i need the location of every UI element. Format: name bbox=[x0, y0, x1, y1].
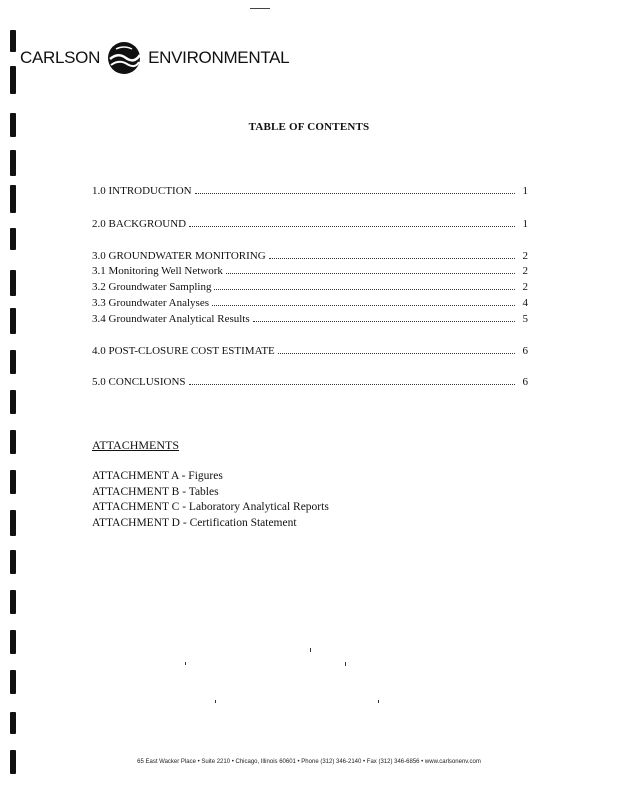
scan-mark bbox=[10, 308, 16, 334]
scan-mark bbox=[10, 185, 16, 213]
toc-label: 4.0 POST-CLOSURE COST ESTIMATE bbox=[92, 345, 275, 357]
scan-mark bbox=[10, 228, 16, 250]
scan-speck bbox=[185, 662, 186, 665]
toc-page: 6 bbox=[522, 345, 528, 357]
toc-page: 6 bbox=[522, 376, 528, 388]
scan-mark bbox=[10, 470, 16, 494]
toc-entry bbox=[92, 264, 528, 277]
dot-leader bbox=[189, 384, 515, 385]
dot-leader bbox=[212, 305, 515, 306]
toc-page: 1 bbox=[522, 185, 528, 197]
dot-leader bbox=[226, 273, 515, 274]
attachment-item: ATTACHMENT C - Laboratory Analytical Reports bbox=[92, 501, 329, 513]
scan-mark bbox=[10, 630, 16, 654]
toc-page: 2 bbox=[522, 281, 528, 293]
logo-text-left: CARLSON bbox=[20, 48, 101, 67]
scan-mark bbox=[10, 590, 16, 614]
toc-entry bbox=[92, 375, 528, 388]
dot-leader bbox=[269, 258, 515, 259]
toc-label: 2.0 BACKGROUND bbox=[92, 218, 187, 230]
dot-leader bbox=[189, 226, 515, 227]
toc-label: 5.0 CONCLUSIONS bbox=[92, 376, 186, 388]
logo-text-right: ENVIRONMENTAL bbox=[148, 48, 290, 67]
dot-leader bbox=[214, 289, 515, 290]
attachments-heading: ATTACHMENTS bbox=[92, 438, 180, 452]
dot-leader bbox=[195, 193, 515, 194]
toc-page: 1 bbox=[522, 218, 528, 230]
attachment-item: ATTACHMENT D - Certification Statement bbox=[92, 517, 297, 529]
scan-mark bbox=[10, 712, 16, 734]
attachment-item: ATTACHMENT A - Figures bbox=[92, 470, 223, 482]
scan-speck bbox=[250, 8, 270, 9]
dot-leader bbox=[253, 321, 515, 322]
scan-speck bbox=[310, 648, 311, 652]
dot-leader bbox=[278, 353, 515, 354]
toc-label: 3.0 GROUNDWATER MONITORING bbox=[92, 250, 266, 262]
scan-mark bbox=[10, 670, 16, 694]
scan-mark bbox=[10, 430, 16, 454]
globe-logo-icon bbox=[104, 38, 144, 78]
scan-mark bbox=[10, 66, 16, 94]
scan-speck bbox=[378, 700, 379, 703]
toc-label: 3.1 Monitoring Well Network bbox=[92, 265, 223, 277]
toc-entry bbox=[92, 312, 528, 325]
company-logo bbox=[20, 38, 289, 78]
toc-entry bbox=[92, 280, 528, 293]
scan-mark bbox=[10, 150, 16, 176]
scan-mark bbox=[10, 550, 16, 574]
toc-label: 3.3 Groundwater Analyses bbox=[92, 297, 210, 309]
scan-mark bbox=[10, 390, 16, 414]
toc-label: 3.4 Groundwater Analytical Results bbox=[92, 313, 250, 325]
scan-mark bbox=[10, 30, 16, 52]
scan-mark bbox=[10, 270, 16, 296]
toc-page: 5 bbox=[522, 313, 528, 325]
scan-mark bbox=[10, 510, 16, 536]
toc-entry bbox=[92, 217, 528, 230]
page-footer: 65 East Wacker Place • Suite 2210 • Chicago, Illinois 60601 • Phone (312) 346-2140 • Fax (312) 346-6856 • www.carlsonenv.com bbox=[137, 759, 481, 765]
toc-page: 2 bbox=[522, 265, 528, 277]
scan-mark bbox=[10, 350, 16, 374]
toc-page: 4 bbox=[522, 297, 528, 309]
scan-speck bbox=[345, 662, 346, 666]
toc-label: 1.0 INTRODUCTION bbox=[92, 185, 192, 197]
toc-page: 2 bbox=[522, 250, 528, 262]
toc-entry bbox=[92, 296, 528, 309]
toc-entry bbox=[92, 249, 528, 262]
toc-label: 3.2 Groundwater Sampling bbox=[92, 281, 212, 293]
attachment-item: ATTACHMENT B - Tables bbox=[92, 486, 219, 498]
page-title: TABLE OF CONTENTS bbox=[248, 121, 370, 133]
toc-entry bbox=[92, 344, 528, 357]
toc-entry bbox=[92, 184, 528, 197]
scan-speck bbox=[215, 700, 216, 703]
